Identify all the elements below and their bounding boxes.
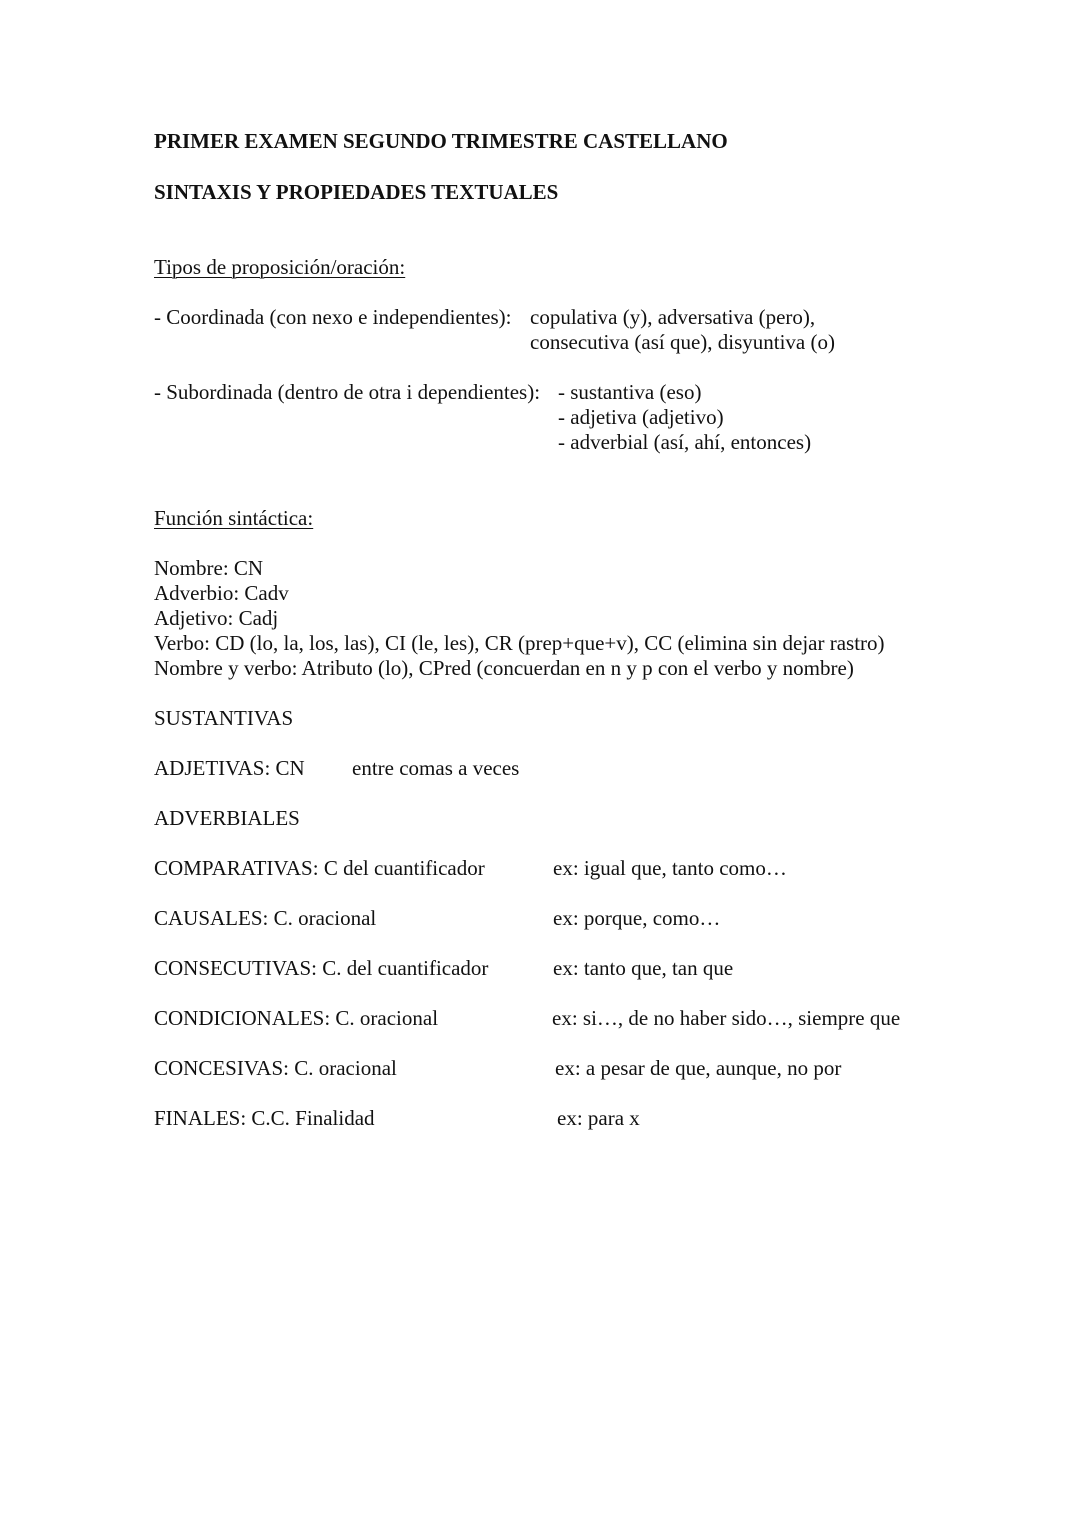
subordinada-item: - sustantiva (eso) bbox=[558, 380, 702, 404]
funcion-line: Nombre y verbo: Atributo (lo), CPred (concuerdan en n y p con el verbo y nombre) bbox=[154, 656, 854, 680]
clase-example: ex: igual que, tanto como… bbox=[553, 856, 787, 880]
sustantivas-heading: SUSTANTIVAS bbox=[154, 706, 294, 730]
clase-label: CONDICIONALES: C. oracional bbox=[154, 1006, 439, 1030]
clase-label: FINALES: C.C. Finalidad bbox=[154, 1106, 375, 1130]
clase-example: ex: para x bbox=[557, 1106, 640, 1130]
clase-example: ex: a pesar de que, aunque, no por bbox=[555, 1056, 842, 1080]
page-subtitle: SINTAXIS Y PROPIEDADES TEXTUALES bbox=[154, 180, 559, 204]
subordinada-item: - adverbial (así, ahí, entonces) bbox=[558, 430, 812, 454]
clase-label: CONSECUTIVAS: C. del cuantificador bbox=[154, 956, 489, 980]
funcion-line: Nombre: CN bbox=[154, 556, 264, 580]
coordinada-line-2: consecutiva (así que), disyuntiva (o) bbox=[530, 330, 835, 354]
adjetivas-note: entre comas a veces bbox=[352, 756, 520, 780]
clase-example: ex: si…, de no haber sido…, siempre que bbox=[552, 1006, 901, 1030]
funcion-heading: Función sintáctica: bbox=[154, 506, 314, 530]
coordinada-label: - Coordinada (con nexo e independientes): bbox=[154, 305, 512, 329]
tipos-heading: Tipos de proposición/oración: bbox=[154, 255, 406, 279]
clase-label: CONCESIVAS: C. oracional bbox=[154, 1056, 397, 1080]
page-title: PRIMER EXAMEN SEGUNDO TRIMESTRE CASTELLANO bbox=[154, 129, 728, 153]
funcion-line: Verbo: CD (lo, la, los, las), CI (le, les), CR (prep+que+v), CC (elimina sin dejar rastro) bbox=[154, 631, 885, 655]
clase-example: ex: porque, como… bbox=[553, 906, 721, 930]
clase-label: CAUSALES: C. oracional bbox=[154, 906, 377, 930]
subordinada-label: - Subordinada (dentro de otra i dependientes): bbox=[154, 380, 541, 404]
adverbiales-heading: ADVERBIALES bbox=[154, 806, 300, 830]
clase-label: COMPARATIVAS: C del cuantificador bbox=[154, 856, 485, 880]
funcion-line: Adjetivo: Cadj bbox=[154, 606, 279, 630]
funcion-line: Adverbio: Cadv bbox=[154, 581, 289, 605]
clase-example: ex: tanto que, tan que bbox=[553, 956, 734, 980]
coordinada-line-1: copulativa (y), adversativa (pero), bbox=[530, 305, 816, 329]
subordinada-item: - adjetiva (adjetivo) bbox=[558, 405, 724, 429]
adjetivas-label: ADJETIVAS: CN bbox=[154, 756, 305, 780]
